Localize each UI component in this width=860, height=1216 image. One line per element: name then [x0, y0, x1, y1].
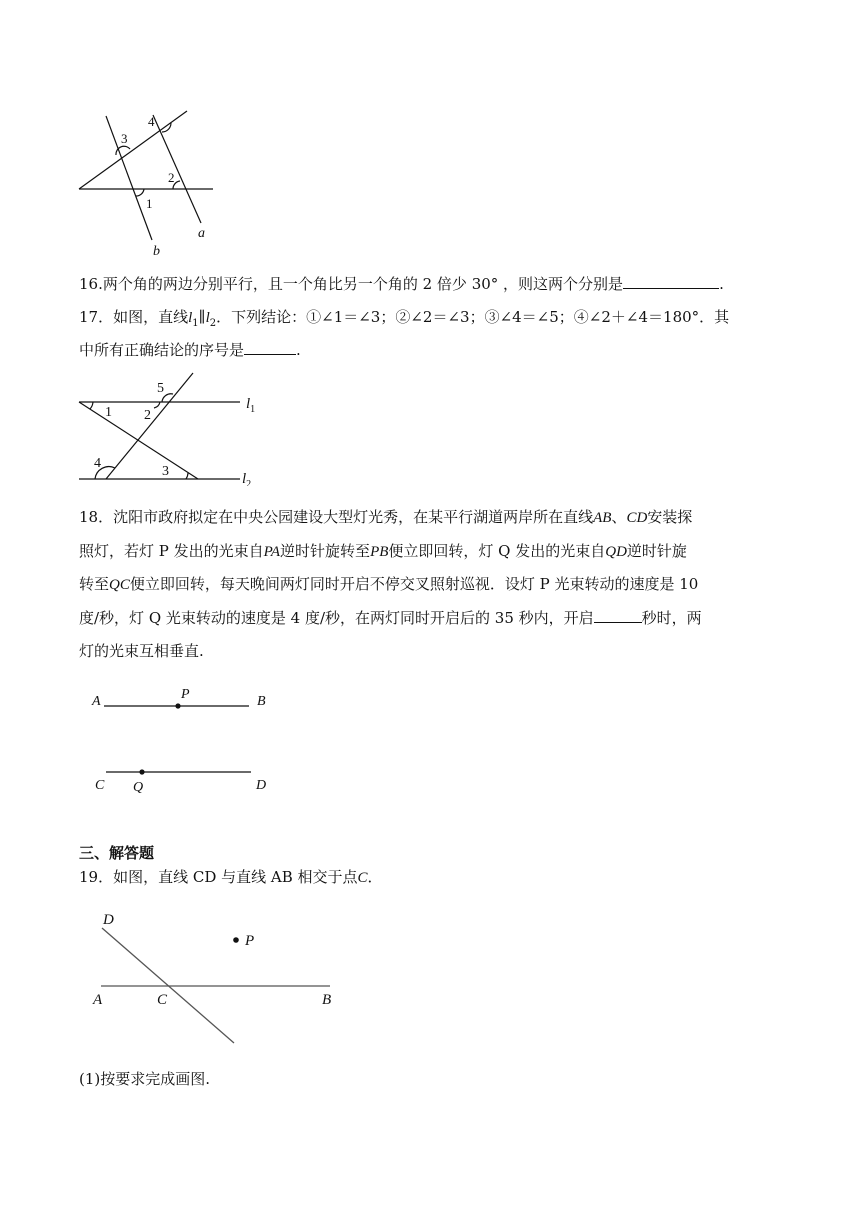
line-b	[106, 116, 152, 240]
q18-text-3b: 便立即回转，每天晚间两灯同时开启不停交叉照射巡视．设灯 P 光束转动的速度是 10	[129, 575, 699, 593]
q18-text-4a: 度/秒，灯 Q 光束转动的速度是 4 度/秒，在两灯同时开启后的 35 秒内，开启	[79, 609, 594, 627]
q18-text-5: 灯的光束互相垂直.	[79, 642, 204, 660]
answer-blank-18[interactable]	[594, 606, 642, 623]
label-C: C	[95, 778, 105, 793]
question-18-line-3	[79, 573, 698, 596]
question-17-end: .	[296, 341, 301, 359]
q18-text-1-end: 安装探	[647, 508, 693, 526]
question-17-prompt: 中所有正确结论的序号是	[79, 341, 245, 359]
arc-angle-1	[136, 189, 144, 196]
question-19	[79, 866, 383, 889]
symbol-l1: l	[188, 310, 193, 326]
label-angle-3: 3	[162, 464, 169, 479]
question-17-conclusions: ．下列结论：①∠1＝∠3；②∠2＝∠3；③∠4＝∠5；④∠2＋∠4＝180°．其	[216, 308, 730, 326]
question-17-line-2	[79, 338, 301, 361]
question-17-line-1	[79, 306, 729, 335]
answer-blank-16[interactable]	[623, 272, 719, 289]
q18-text-1: 18．沈阳市政府拟定在中央公园建设大型灯光秀，在某平行湖道两岸所在直线	[79, 508, 594, 526]
question-17-prefix: 17．如图，直线	[79, 308, 189, 326]
label-P: P	[181, 687, 190, 702]
label-B: B	[257, 694, 266, 709]
question-18-line-4	[79, 606, 702, 629]
q18-sep: 、	[611, 508, 627, 526]
label-D: D	[103, 912, 114, 928]
q18-PA: PA	[263, 544, 281, 560]
symbol-l2: l	[205, 310, 210, 326]
label-A: A	[92, 694, 101, 709]
arc-angle-1	[90, 402, 93, 409]
question-19-sub-1: (1)按要求完成画图.	[79, 1070, 211, 1088]
section-title-3: 三、解答题	[79, 844, 155, 862]
q18-text-2d: 逆时针旋	[626, 542, 687, 560]
line-a	[153, 115, 201, 223]
question-18-line-5	[79, 640, 204, 662]
q18-text-4b: 秒时，两	[641, 609, 702, 627]
q18-QC: QC	[109, 577, 130, 593]
point-Q	[139, 769, 144, 774]
label-angle-4: 4	[94, 456, 101, 471]
label-D: D	[256, 778, 267, 793]
q18-PB: PB	[370, 544, 389, 560]
label-B: B	[322, 992, 332, 1008]
label-angle-1: 1	[146, 196, 153, 211]
point-P	[233, 937, 239, 943]
label-line-a: a	[198, 226, 205, 241]
question-18-line-2	[79, 540, 687, 563]
label-angle-3: 3	[121, 131, 128, 146]
label-C: C	[157, 992, 168, 1008]
q18-AB: AB	[593, 510, 612, 526]
label-angle-1: 1	[105, 405, 112, 420]
symbol-l1-sub: 1	[192, 318, 199, 329]
question-16-end: .	[719, 275, 724, 293]
label-l2: $l_2$	[242, 471, 252, 486]
label-P: P	[245, 933, 255, 949]
point-P	[175, 703, 180, 708]
arc-angle-3	[186, 473, 188, 479]
q18-text-2a: 照灯，若灯 P 发出的光束自	[79, 542, 264, 560]
label-angle-2: 2	[144, 408, 151, 423]
q18-text-3a: 转至	[79, 575, 110, 593]
question-16	[79, 272, 724, 295]
q18-QD: QD	[605, 544, 627, 560]
question-16-text: 16.两个角的两边分别平行，且一个角比另一个角的 2 倍少 30° ，则这两个分别是	[79, 275, 624, 293]
q18-text-2c: 便立即回转，灯 Q 发出的光束自	[388, 542, 606, 560]
label-line-b: b	[153, 244, 160, 259]
figure-angles-transversals	[70, 100, 230, 265]
q19-point-C: C	[357, 870, 368, 886]
figure-parallel-lines	[70, 368, 270, 486]
crossing-line-2	[106, 373, 193, 479]
label-Q: Q	[133, 780, 144, 795]
label-angle-5: 5	[157, 381, 164, 396]
label-A: A	[93, 992, 103, 1008]
label-l1: $l_1$	[246, 396, 256, 415]
parallel-symbol: ∥	[198, 308, 206, 326]
arc-angle-2	[154, 402, 160, 408]
q19-text: 19．如图，直线 CD 与直线 AB 相交于点	[79, 868, 358, 886]
figure-lights	[85, 680, 285, 800]
figure-intersecting-lines	[85, 905, 345, 1050]
symbol-l2-sub: 2	[209, 318, 217, 329]
label-angle-2: 2	[168, 170, 175, 185]
label-angle-4: 4	[148, 114, 155, 129]
answer-blank-17[interactable]	[244, 338, 296, 355]
q19-end: ．	[367, 868, 383, 886]
q18-text-2b: 逆时针旋转至	[280, 542, 371, 560]
q18-CD: CD	[626, 510, 648, 526]
question-18-line-1	[79, 506, 692, 529]
